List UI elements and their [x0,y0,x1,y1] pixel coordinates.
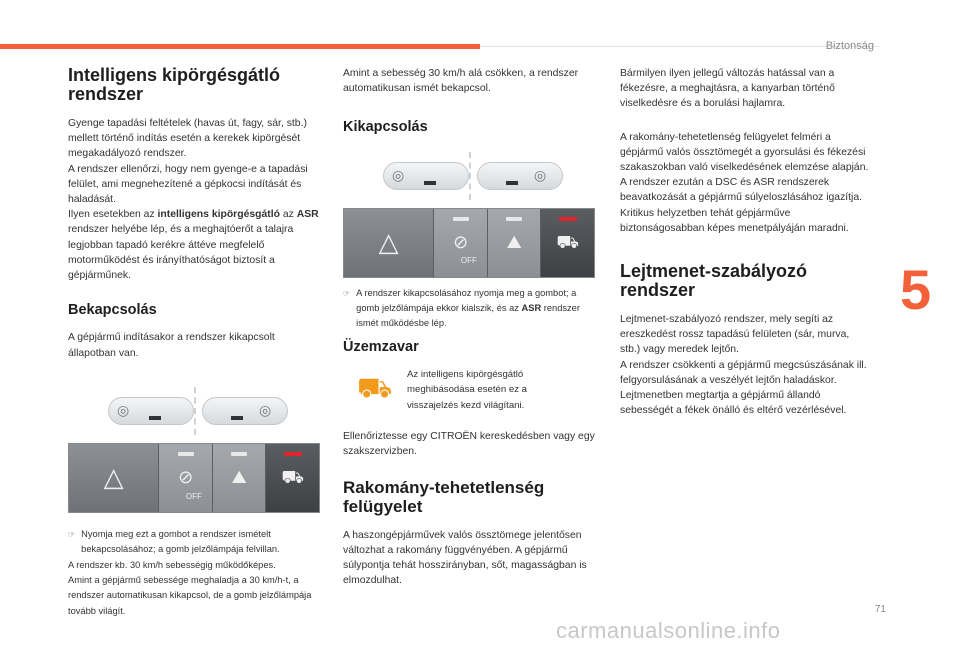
paragraph-load-inertia: A haszongépjárművek valós össztömege jelentősen változhat a rakomány függvényében. A gépjármű súlypontja tehát hosszirányban, sőt, magasságban is elmozdulhat. [343,529,587,587]
intro-text-a: Gyenge tapadási feltételek (havas út, fagy, sár, stb.) mellett történő indítás esetén a kerekek kipörgését megakadályozó rendszer. [68,118,307,160]
steering-wheel-icon: ◎ [534,166,547,183]
note-text-b: ASR [521,303,542,314]
heading-intelligent-traction: Intelligens kipörgésgátló rendszer [68,65,281,104]
note-text [356,286,599,332]
malfunction-text: Az intelligens kipörgésgátló meghibásodása esetén ez a visszajelzés kezd világítani. [407,369,528,411]
watermark: carmanualsonline.info [556,618,781,643]
load-monitor-text-b: A rendszer ezután a DSC és ASR rendszerek beavatkozását a gépjármű súlyeloszlásához igazítja. Kritikus helyzetben tehát gépjárműve biztonságosabban képes menetpályáján maradni. [620,177,863,234]
pointer-icon: ☞ [343,288,351,298]
control-bar-indicator [231,416,243,420]
malfunction-warning [343,367,599,413]
heading-deactivation: Kikapcsolás [343,119,428,136]
illustration-divider [194,387,196,435]
hill-text-c: Lejtmenetben megtartja a gépjármű állandó sebességét a fékek önálló és eltérő vezérlésével. [620,390,847,417]
heading-hill-descent: Lejtmenet-szabályozó rendszer [620,261,808,301]
section-title: Biztonság [825,40,874,52]
column-3 [620,66,870,430]
skid-warning-icon: ⛟ [556,232,580,252]
intro-text-c1: Ilyen esetekben az [68,209,158,221]
steering-wheel-icon: ◎ [117,401,130,418]
intro-text-c3: az [279,209,297,221]
page-number: 71 [874,604,886,615]
paragraph-activation: A gépjármű indításakor a rendszer kikapcsolt állapotban van. [68,332,275,359]
hill-descent-icon: ⛰ [231,467,247,488]
hazard-button[interactable] [69,444,159,512]
heading-activation: Bekapcsolás [68,302,157,319]
hill-text-a: Lejtmenet-szabályozó rendszer, mely segíti az ereszkedést rossz tapadású felületen (sár, murva, stb.) vagy meredek lejtőn. [620,314,850,356]
off-label: OFF [460,256,477,266]
intelligent-traction-button[interactable] [541,209,594,277]
off-label: OFF [185,491,202,501]
traction-off-icon: ⊘ [178,467,194,488]
note-line: A rendszer kb. 30 km/h sebességig működőképes. [68,559,276,570]
indicator-lamp [231,452,247,456]
chapter-number: 5 [900,258,932,321]
paragraph-speed-reenable: Amint a sebesség 30 km/h alá csökken, a rendszer automatikusan ismét bekapcsol. [343,68,579,95]
column-1 [68,66,324,619]
hill-descent-button[interactable] [213,444,267,512]
steering-wheel-right [477,162,563,190]
steering-wheel-icon: ◎ [259,401,272,418]
control-illustration-1 [68,387,320,513]
note-block-1 [68,527,324,619]
intro-text-c4: ASR [296,209,319,221]
intro-text-c2: intelligens kipörgésgátló [157,209,280,221]
steering-wheel-icon: ◎ [392,166,405,183]
intro-text-c5: rendszer helyébe lép, és a meghajtóerőt a talajra legjobban tapadó kerékre áttéve megfelelő motorműködést és irányíthatóságot biztosít a gépjárműnek. [68,224,294,282]
steering-wheel-right [202,397,288,425]
intro-text-b: A rendszer ellenőrzi, hogy nem gyenge-e a tapadási felület, ami megnehezítené a gépkocsi indítását és haladását. [68,163,308,206]
top-rule [480,46,880,47]
note-item [68,527,324,558]
illustration-divider [469,152,471,200]
traction-off-button[interactable] [159,444,213,512]
indicator-lamp-active [284,452,302,456]
switch-panel [68,443,320,513]
hazard-triangle-icon: △ [103,462,124,493]
indicator-lamp [178,452,194,456]
heading-malfunction: Üzemzavar [343,338,419,355]
heading-load-inertia: Rakomány-tehetetlenség felügyelet [343,477,545,516]
indicator-lamp-active [559,217,577,221]
control-bar-indicator [424,181,436,185]
top-accent-bar [0,44,480,49]
paragraph-intro [68,116,324,283]
steering-illustration [343,152,595,204]
note-line: Amint a gépjármű sebessége meghaladja a 30 km/h-t, a rendszer automatikusan kikapcsol, de a gomb jelzőlámpája tovább világít. [68,575,312,616]
note-text-c: rendszer ismét működésbe lép. [356,303,580,329]
column-2 [343,66,599,600]
pointer-icon: ☞ [68,529,76,539]
hill-text-b: A rendszer csökkenti a gépjármű megcsúszásának ill. felgyorsulásának a veszélyét lejtőn haladáskor. [620,359,867,386]
intelligent-traction-button[interactable] [266,444,319,512]
note-text: Nyomja meg ezt a gombot a rendszer ismételt bekapcsolásához; a gomb jelzőlámpája felvillan. [81,528,280,555]
hazard-triangle-icon: △ [378,227,399,257]
skid-warning-icon: ⛟ [281,467,305,488]
switch-panel [343,208,595,278]
steering-illustration [68,387,320,439]
load-monitor-text-a: A rakomány-tehetetlenség felügyelet felméri a gépjármű valós össztömegét a gyorsulási és fékezési szakaszokban való viselkedésének elemzése alapján. [620,131,869,174]
hill-descent-button[interactable] [488,209,542,277]
traction-off-button[interactable] [434,209,488,277]
steering-wheel-left [383,162,469,190]
skid-warning-icon: ⛟ [357,372,393,404]
note-text-a: A rendszer kikapcsolásához nyomja meg a gombot; a gomb jelzőlámpája ekkor kialszik, és az [356,287,577,314]
control-bar-indicator [506,181,518,185]
indicator-lamp [453,217,469,221]
paragraph-check-dealer: Ellenőriztesse egy CITROËN kereskedésben vagy egy szakszervizben. [343,431,595,458]
hazard-button[interactable] [344,209,434,277]
steering-wheel-left [108,397,194,425]
paragraph-load-monitoring [620,130,870,236]
indicator-lamp [506,217,522,221]
note-item [343,286,599,332]
control-illustration-2 [343,152,595,278]
paragraph-load-effects: Bármilyen ilyen jellegű változás hatással van a fékezésre, a meghajtásra, a kanyarban történő viselkedésre és a borulási hajlamra. [620,68,835,110]
hill-descent-icon: ⛰ [506,232,522,252]
control-bar-indicator [149,416,161,420]
traction-off-icon: ⊘ [453,232,469,252]
paragraph-hill-descent [620,312,870,418]
